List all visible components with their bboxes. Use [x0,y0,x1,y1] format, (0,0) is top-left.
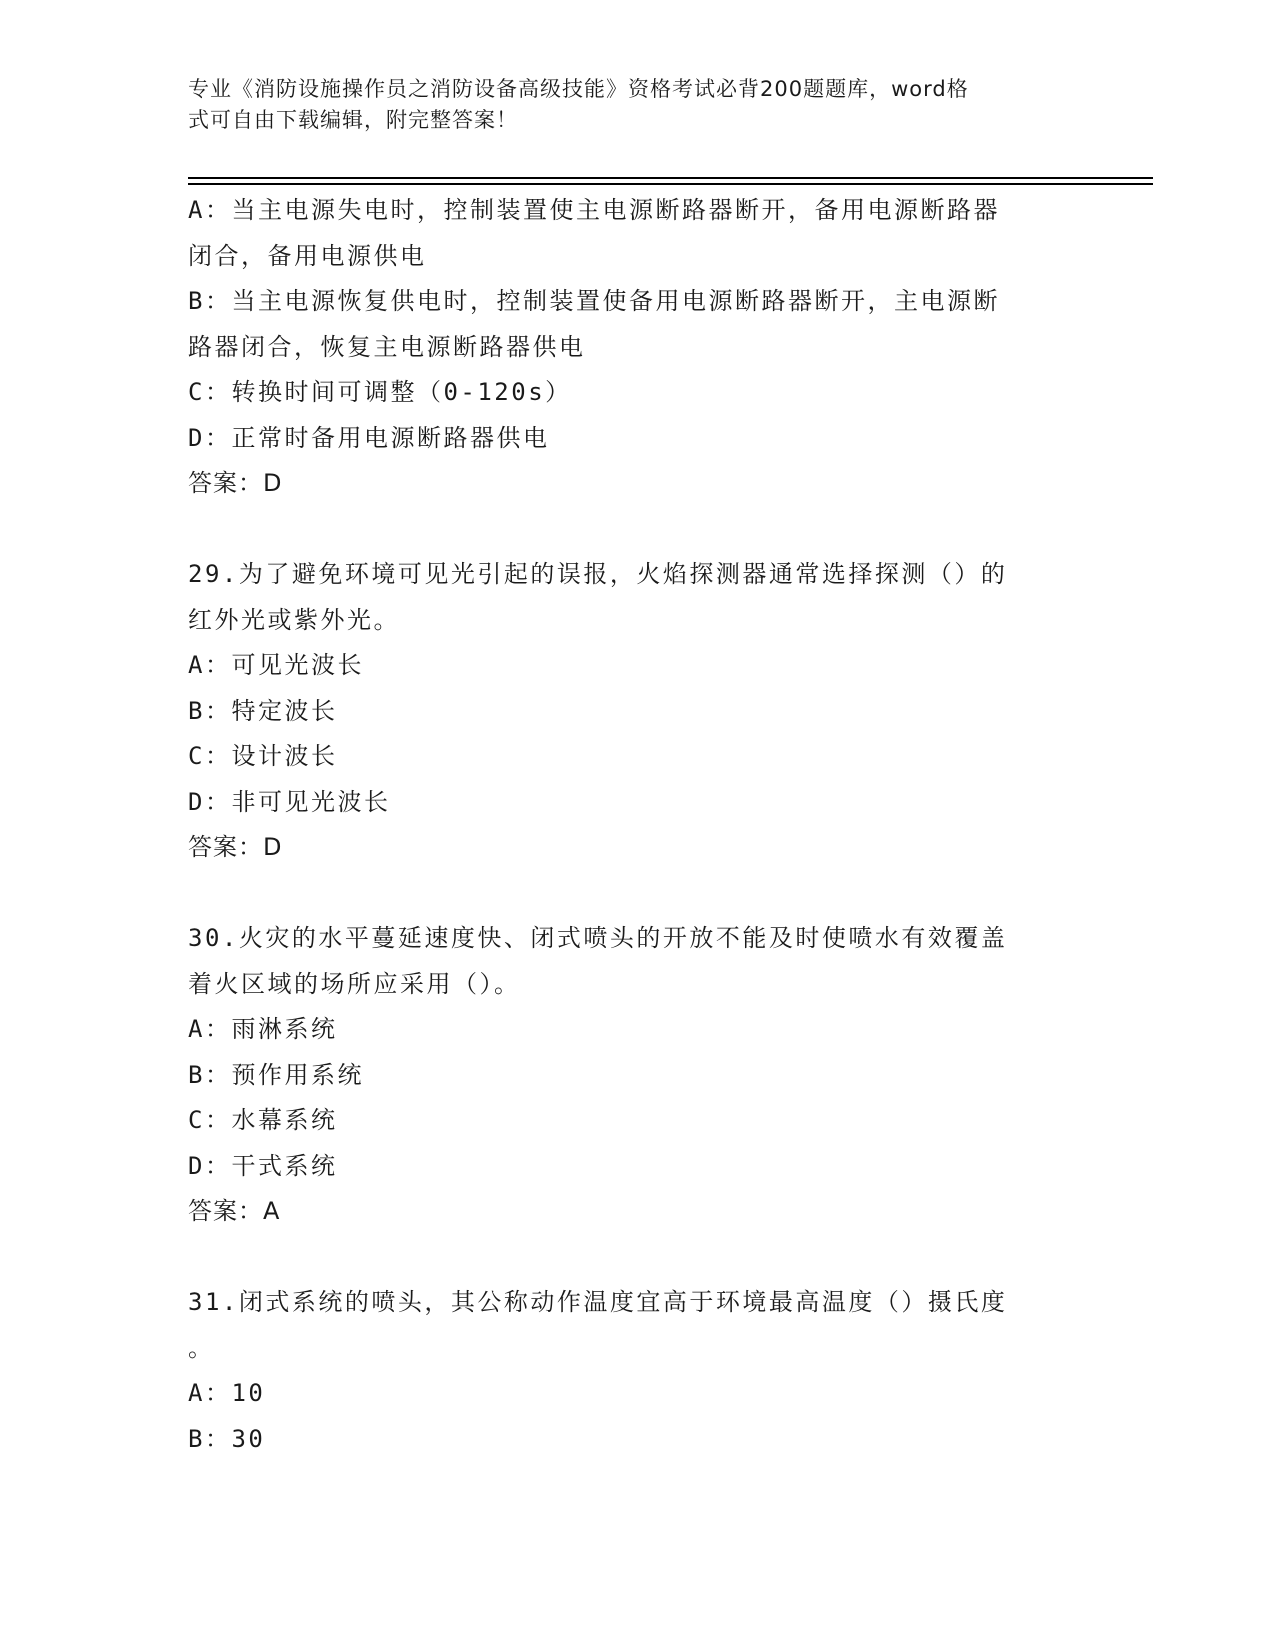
question-30 [188,916,1078,1235]
option-b: B：30 [188,1424,266,1453]
option-a-line-2: 闭合，备用电源供电 [188,241,427,270]
header-line-2: 式可自由下载编辑，附完整答案！ [188,108,518,132]
option-a-line-1: A：当主电源失电时，控制装置使主电源断路器断开，备用电源断路器 [188,196,1000,224]
answer: 答案：D [188,833,283,861]
option-a: A：可见光波长 [188,651,364,679]
header-line-1: 专业《消防设施操作员之消防设备高级技能》资格考试必背200题题库，word格 [188,77,969,101]
option-c: C：水幕系统 [188,1106,338,1134]
question-29 [188,552,1078,871]
option-a: A：10 [188,1379,266,1407]
option-d: D：非可见光波长 [188,787,391,816]
option-c: C：设计波长 [188,742,338,770]
option-b-line-1: B：当主电源恢复供电时，控制装置使备用电源断路器断开，主电源断 [188,287,1000,315]
option-c: C：转换时间可调整（0-120s） [188,378,572,406]
question-31 [188,1280,1078,1462]
option-b: B：预作用系统 [188,1060,364,1089]
question-28 [188,188,1078,507]
question-stem-line-2: 红外光或紫外光。 [188,605,400,634]
answer: 答案：A [188,1197,281,1225]
option-d: D：干式系统 [188,1151,338,1180]
option-b-line-2: 路器闭合，恢复主电源断路器供电 [188,332,586,361]
question-stem-line-1: 30.火灾的水平蔓延速度快、闭式喷头的开放不能及时使喷水有效覆盖 [188,924,1008,952]
question-stem-line-1: 31.闭式系统的喷头，其公称动作温度宜高于环境最高温度（）摄氏度 [188,1288,1008,1316]
document-header [188,74,1068,136]
option-a: A：雨淋系统 [188,1015,338,1043]
header-divider-top [188,177,1153,179]
answer: 答案：D [188,469,283,497]
question-stem-line-2: 着火区域的场所应采用（）。 [188,969,521,998]
option-d: D：正常时备用电源断路器供电 [188,423,550,452]
header-divider-bottom [188,183,1153,185]
option-b: B：特定波长 [188,696,338,725]
question-stem-line-1: 29.为了避免环境可见光引起的误报，火焰探测器通常选择探测（）的 [188,560,1008,588]
question-content [188,188,1078,1462]
question-stem-line-2: 。 [188,1333,215,1362]
